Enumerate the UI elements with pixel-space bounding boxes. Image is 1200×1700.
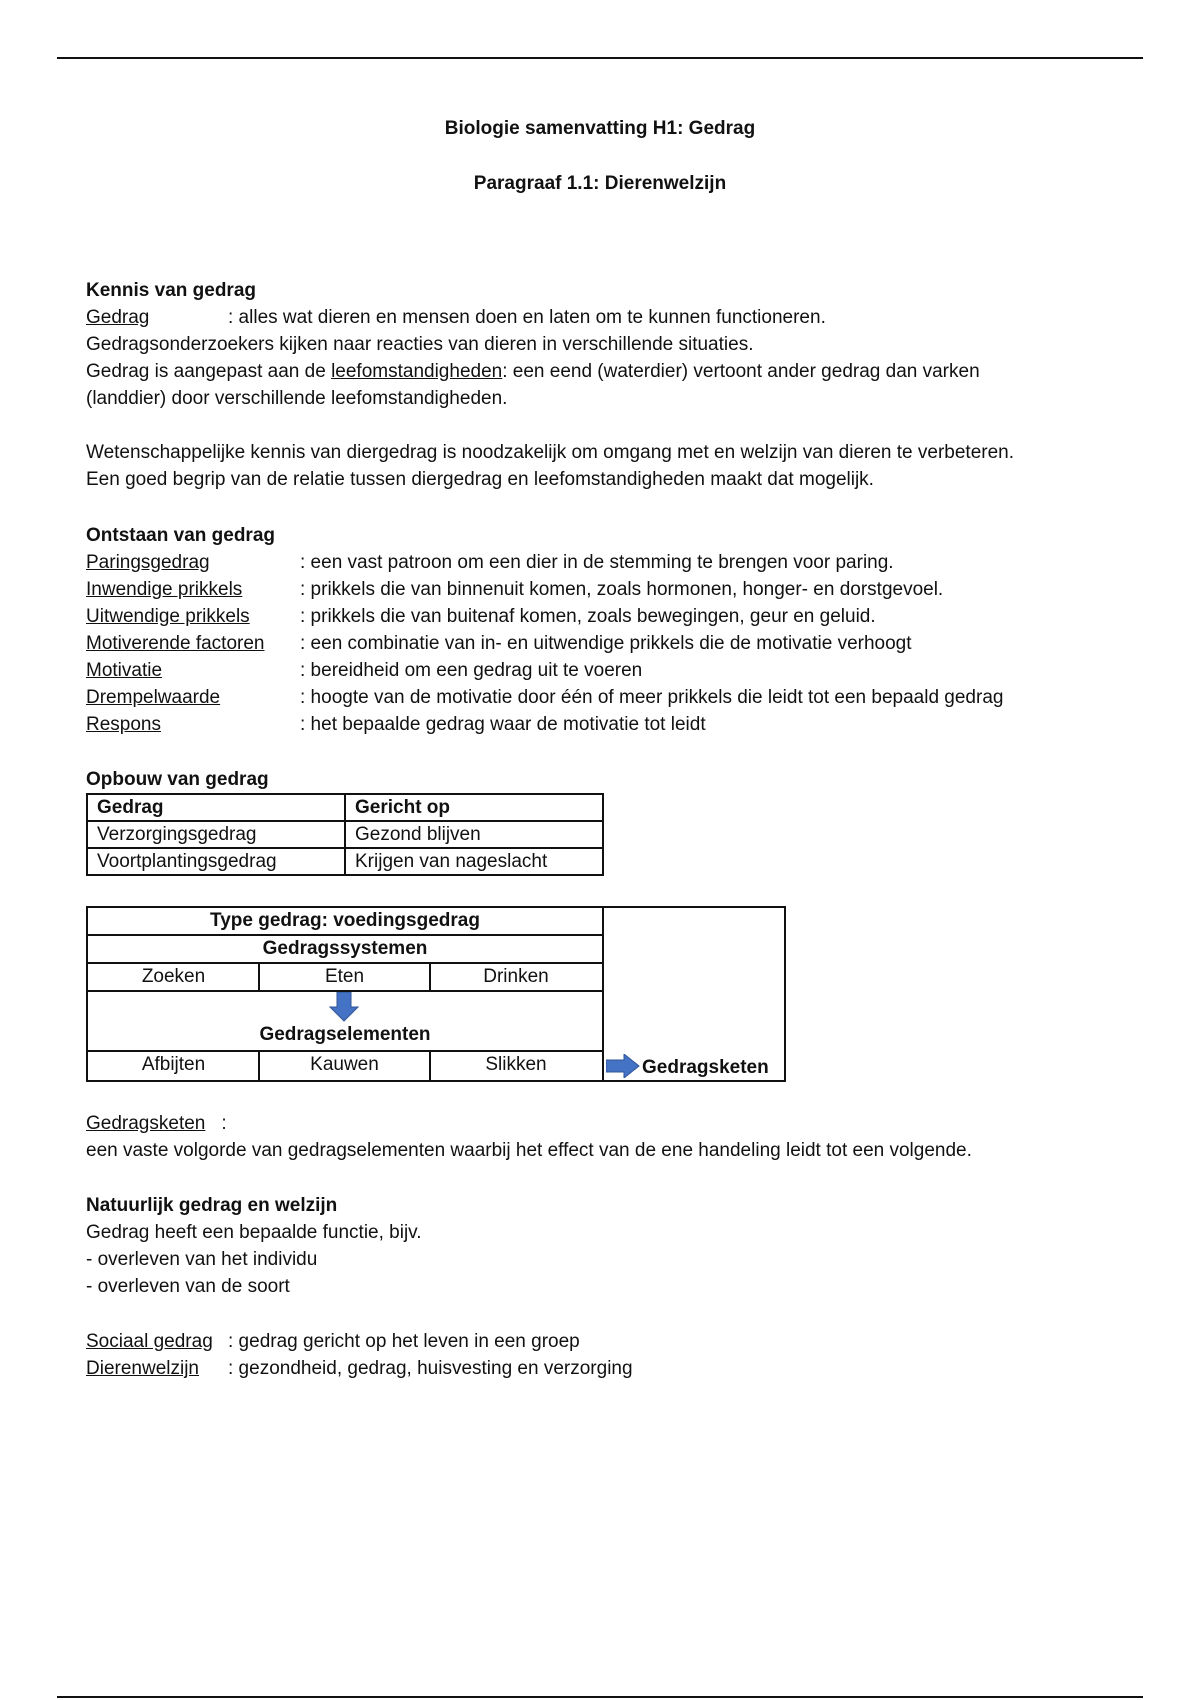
table-cell: Krijgen van nageslacht [345,848,603,875]
cell-divider [258,964,260,990]
document-subtitle: Paragraaf 1.1: Dierenwelzijn [473,173,727,194]
ontstaan-term: Respons [86,714,161,735]
term-dierenwelzijn: Dierenwelzijn [86,1358,199,1379]
ontstaan-term: Motivatie [86,660,163,681]
ontstaan-definition: : een vast patroon om een dier in de stemming te brengen voor paring. [300,552,894,573]
table-header-row [87,794,603,821]
definition-gedrag [86,304,1146,331]
ontstaan-definition: : hoogte van de motivatie door één of meer prikkels die leidt tot een bepaald gedrag [300,687,1004,708]
section-natuurlijk [86,1192,1146,1382]
table-row [87,821,603,848]
ontstaan-definition: : prikkels die van buitenaf komen, zoals bewegingen, geur en geluid. [300,606,876,627]
system-cell: Eten [324,966,365,987]
ontstaan-item [86,711,1146,738]
table-header-cell: Gedrag [87,794,345,821]
def-dierenwelzijn: : gezondheid, gedrag, huisvesting en verzorging [228,1358,633,1379]
bullet-item: - overleven van de soort [86,1276,290,1297]
def-gedrag: : alles wat dieren en mensen doen en laten om te kunnen functioneren. [228,307,826,328]
ontstaan-definition: : prikkels die van binnenuit komen, zoals hormonen, honger- en dorstgevoel. [300,579,944,600]
diagram-type-label: Type gedrag: voedingsgedrag [88,908,602,936]
text-line: Een goed begrip van de relatie tussen diergedrag en leefomstandigheden maakt dat mogelijk. [86,469,874,490]
element-cell: Afbijten [141,1054,206,1075]
gedragsketen-diagram [86,906,786,1082]
definition-dierenwelzijn [86,1355,1146,1382]
text-fragment: : een eend (waterdier) vertoont ander gedrag dan varken [502,361,980,382]
diagram-chain-label: Gedragsketen [642,1057,769,1078]
ontstaan-definition: : bereidheid om een gedrag uit te voeren [300,660,643,681]
text-line: Gedrag heeft een bepaalde functie, bijv. [86,1222,422,1243]
diagram-inner-box [88,908,604,1080]
arrow-right-icon [606,1054,640,1078]
section-ontstaan [86,522,1146,738]
top-rule [57,57,1143,59]
ontstaan-item [86,576,1146,603]
diagram-systems-label: Gedragssystemen [88,936,602,964]
heading-opbouw: Opbouw van gedrag [86,769,269,790]
bullet-item: - overleven van het individu [86,1249,318,1270]
system-cell: Drinken [483,966,549,987]
text-line: Wetenschappelijke kennis van diergedrag is noodzakelijk om omgang met en welzijn van dieren te verbeteren. [86,442,1015,463]
system-cell: Zoeken [141,966,206,987]
colon: : [221,1113,227,1134]
ontstaan-term: Motiverende factoren [86,633,265,654]
ontstaan-term: Uitwendige prikkels [86,606,250,627]
ontstaan-list [86,549,1146,738]
ontstaan-item [86,657,1146,684]
ontstaan-definition: : het bepaalde gedrag waar de motivatie tot leidt [300,714,706,735]
text-fragment: Gedrag is aangepast aan de [86,361,332,382]
cell-divider [429,964,431,990]
ontstaan-item [86,603,1146,630]
definition-sociaal [86,1328,1146,1355]
diagram-elements-label: Gedragselementen [88,1020,602,1052]
ontstaan-term: Paringsgedrag [86,552,210,573]
table-cell: Verzorgingsgedrag [87,821,345,848]
section-opbouw [86,766,1146,876]
section-gedragsketen [86,1110,1146,1164]
cell-divider [258,1052,260,1080]
text-line [86,358,1146,385]
element-cell: Kauwen [310,1054,379,1075]
cell-divider [429,1052,431,1080]
arrow-down-icon [329,992,359,1022]
bottom-rule [57,1696,1143,1698]
heading-kennis: Kennis van gedrag [86,280,256,301]
table-header-cell: Gericht op [345,794,603,821]
def-sociaal-gedrag: : gedrag gericht op het leven in een groep [228,1331,580,1352]
term-gedragsketen: Gedragsketen [86,1113,206,1134]
text-line: (landdier) door verschillende leefomstandigheden. [86,388,508,409]
diagram-elements-row [88,1052,602,1080]
ontstaan-item [86,630,1146,657]
section-kennis [86,277,1146,493]
text-line: Gedragsonderzoekers kijken naar reacties van dieren in verschillende situaties. [86,334,754,355]
def-gedragsketen: een vaste volgorde van gedragselementen waarbij het effect van de ene handeling leidt tot een volgende. [86,1140,972,1161]
term-gedrag: Gedrag [86,307,150,328]
document-title: Biologie samenvatting H1: Gedrag [444,118,756,139]
heading-ontstaan: Ontstaan van gedrag [86,525,275,546]
ontstaan-item [86,549,1146,576]
table-row [87,848,603,875]
element-cell: Slikken [485,1054,547,1075]
diagram-systems-row [88,964,602,992]
ontstaan-item [86,684,1146,711]
ontstaan-term: Inwendige prikkels [86,579,243,600]
ontstaan-term: Drempelwaarde [86,687,221,708]
table-cell: Voortplantingsgedrag [87,848,345,875]
term-leefomstandigheden: leefomstandigheden [331,361,503,382]
term-sociaal-gedrag: Sociaal gedrag [86,1331,213,1352]
ontstaan-definition: : een combinatie van in- en uitwendige prikkels die de motivatie verhoogt [300,633,912,654]
table-cell: Gezond blijven [345,821,603,848]
heading-natuurlijk: Natuurlijk gedrag en welzijn [86,1195,338,1216]
gedragsketen-term-line [86,1110,1146,1137]
opbouw-table [86,793,604,876]
